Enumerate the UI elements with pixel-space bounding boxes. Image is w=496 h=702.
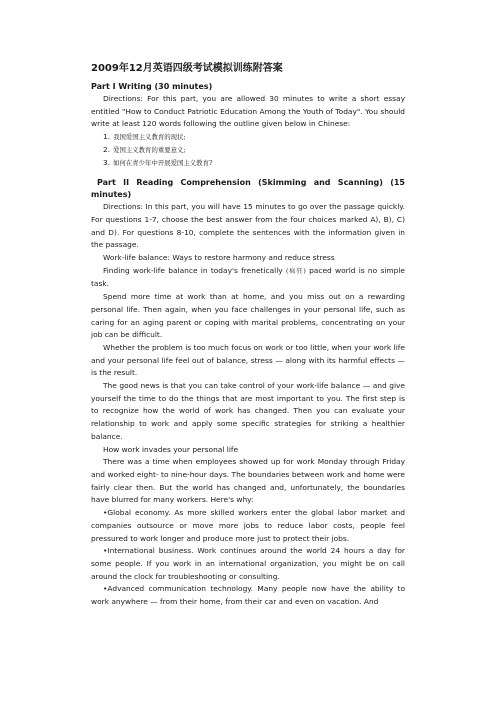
passage-title: Work-life balance: Ways to restore harmony and reduce stress bbox=[103, 253, 335, 263]
bullet-paragraph: •Advanced communication technology. Many people now have the ability to work anywhere — from their home, from their car and even on vacation. And bbox=[91, 584, 405, 607]
bullet-paragraph: •International business. Work continues around the world 24 hours a day for some people. If you work in an international organization, you might be on call around the clock for troubleshooting or consulting. bbox=[91, 546, 405, 581]
paragraph: Whether the problem is too much focus on work or too little, when your work life and your personal life feel out of balance, stress — along with its harmful effects — is the result. bbox=[91, 342, 405, 378]
paragraph: Finding work-life balance in today's frenetically (疯狂) paced world is no simple task. bbox=[91, 265, 405, 289]
section-spacer bbox=[91, 169, 405, 177]
document-title: 2009年12月英语四级考试模拟训练附答案 bbox=[91, 63, 283, 74]
part2-heading: Part II Reading Comprehension (Skimming and Scanning) (15 minutes) bbox=[91, 178, 405, 200]
document-page bbox=[91, 62, 405, 609]
bullet-paragraph: •Global economy. As more skilled workers enter the global labor market and companies outsource or move more jobs to reduce labor costs, people feel pressured to work longer and produce more just to protect their jobs. bbox=[91, 508, 405, 543]
part1-outline bbox=[91, 131, 405, 169]
paragraph: The good news is that you can take control of your work-life balance — and give yourself the time to do the things that are most important to you. The first step is to recognize how the world of work has changed. Then you can evaluate your relationship to work and apply some specific strategies for striking a healthier balance. bbox=[91, 381, 405, 441]
part1-directions: Directions: For this part, you are allowed 30 minutes to write a short essay entitled "How to Conduct Patriotic Education Among the Youth of Today". You should write at least 120 words following the outline given below in Chinese: bbox=[91, 94, 405, 129]
outline-item: 2. 爱国主义教育的重要意义; bbox=[103, 144, 186, 154]
outline-item: 3. 如何在青少年中开展爱国主义教育? bbox=[103, 157, 213, 167]
part1-heading: Part I Writing (30 minutes) bbox=[91, 82, 213, 91]
subheading: How work invades your personal life bbox=[103, 444, 239, 454]
outline-item: 1. 我国爱国主义教育的现状; bbox=[103, 132, 186, 142]
paragraph: There was a time when employees showed up for work Monday through Friday and worked eight- to nine-hour days. The boundaries between work and home were fairly clear then. But the world has changed and, unfortunately, the boundaries have blurred for many workers. Here's why: bbox=[91, 457, 405, 505]
paragraph: Spend more time at work than at home, and you miss out on a rewarding personal life. Then again, when you face challenges in your personal life, such as caring for an aging parent or coping with marital problems, concentrating on your job can be difficult. bbox=[91, 292, 405, 340]
part2-directions: Directions: In this part, you will have 15 minutes to go over the passage quickly. For questions 1-7, choose the best answer from the four choices marked A), B), C) and D). For questions 8-10, complete the sentences with the information given in the passage. bbox=[91, 202, 405, 250]
